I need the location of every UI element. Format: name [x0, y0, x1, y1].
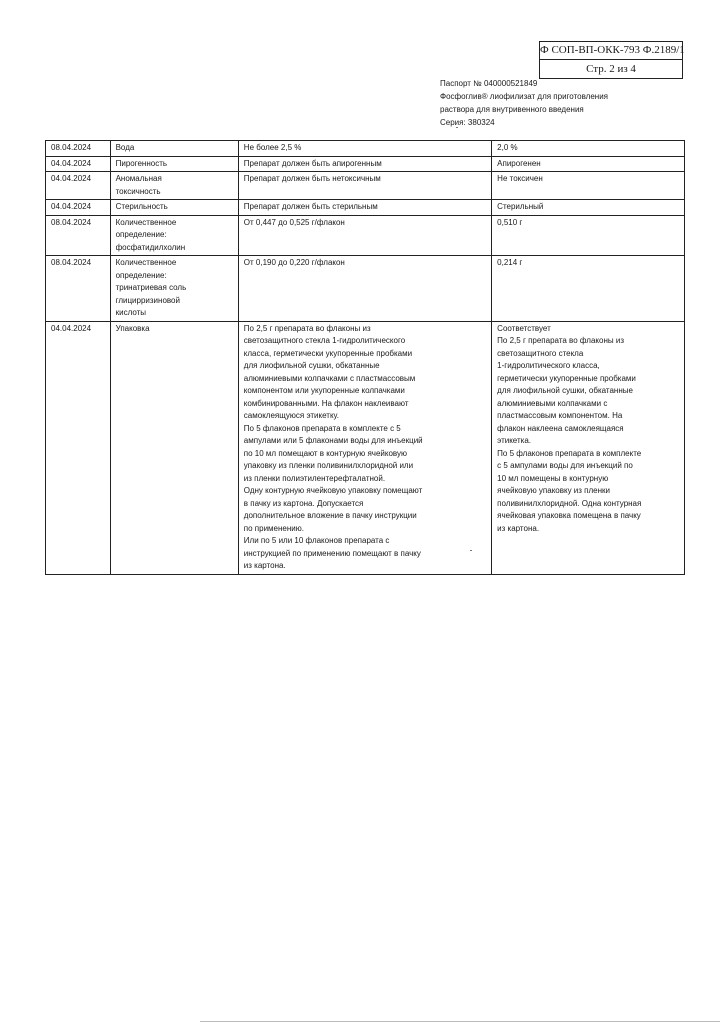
test-requirement: Не более 2,5 % — [238, 141, 491, 157]
test-result: 0,214 г — [492, 256, 685, 322]
table-row — [46, 215, 685, 256]
series-number: Серия: 380324 — [440, 118, 495, 127]
test-date: 04.04.2024 — [46, 156, 111, 172]
table-row — [46, 321, 685, 574]
table-row — [46, 200, 685, 216]
test-name: Стерильность — [110, 200, 238, 216]
test-date: 08.04.2024 — [46, 256, 111, 322]
test-date: 08.04.2024 — [46, 141, 111, 157]
table-row — [46, 256, 685, 322]
product-name-line2: раствора для внутривенного введения — [440, 105, 584, 114]
test-name: Вода — [110, 141, 238, 157]
form-code: Ф СОП-ВП-ОКК-793 Ф.2189/1 — [540, 42, 682, 60]
table-row — [46, 141, 685, 157]
test-date: 04.04.2024 — [46, 172, 111, 200]
passport-number: Паспорт № 040000521849 — [440, 79, 538, 88]
test-name: Упаковка — [110, 321, 238, 574]
test-result: Не токсичен — [492, 172, 685, 200]
test-name: Пирогенность — [110, 156, 238, 172]
test-requirement: Препарат должен быть апирогенным — [238, 156, 491, 172]
test-requirement: По 2,5 г препарата во флаконы из светозащитного стекла 1-гидролитического класса, герметически укупоренные пробками для лиофильной сушки, обкатанные алюминиевыми колпачками с пластмассовым компонентом или укупоренные колпачками комбинированными. На флакон наклеивают самоклеящуюся этикетку. По 5 флаконов препарата в комплекте с 5 ампулами или 5 флаконами воды для инъекций по 10 мл помещают в контурную ячейковую упаковку из пленки поливинилхлоридной или из пленки полиэтилентерефталатной. Одну контурную ячейковую упаковку помещают в пачку из картона. Допускается дополнительное вложение в пачку инструкции по применению. Или по 5 или 10 флаконов препарата с инструкцией по применению помещают в пачку из картона. — [238, 321, 491, 574]
test-results-table — [45, 140, 685, 575]
test-result: Стерильный — [492, 200, 685, 216]
test-result: Апирогенен — [492, 156, 685, 172]
test-requirement: Препарат должен быть стерильным — [238, 200, 491, 216]
table-row — [46, 156, 685, 172]
test-date: 04.04.2024 — [46, 200, 111, 216]
test-requirement: Препарат должен быть нетоксичным — [238, 172, 491, 200]
test-date: 04.04.2024 — [46, 321, 111, 574]
test-name: Аномальная токсичность — [110, 172, 238, 200]
test-name: Количественное определение: фосфатидилхолин — [110, 215, 238, 256]
scan-edge-line — [200, 1021, 720, 1022]
product-name-line1: Фосфоглив® лиофилизат для приготовления — [440, 92, 608, 101]
test-result: 0,510 г — [492, 215, 685, 256]
test-requirement: От 0,190 до 0,220 г/флакон — [238, 256, 491, 322]
form-code-box — [539, 41, 683, 79]
scan-speck — [470, 550, 472, 551]
test-result: 2,0 % — [492, 141, 685, 157]
test-date: 08.04.2024 — [46, 215, 111, 256]
test-result: Соответствует По 2,5 г препарата во флаконы из светозащитного стекла 1-гидролитического класса, герметически укупоренные пробками для лиофильной сушки, обкатанные алюминиевыми колпачками с пластмассовым компонентом. На флакон наклеена самоклеящаяся этикетка. По 5 флаконов препарата в комплекте с 5 ампулами воды для инъекций по 10 мл помещены в контурную ячейковую упаковку из пленки поливинилхлоридной. Одна контурная ячейковая упаковка помещена в пачку из картона. — [492, 321, 685, 574]
page-number: Стр. 2 из 4 — [586, 63, 636, 75]
scan-speck — [456, 127, 458, 128]
passport-info — [440, 77, 680, 129]
table-row — [46, 172, 685, 200]
test-name: Количественное определение: тринатриевая соль глицирризиновой кислоты — [110, 256, 238, 322]
test-requirement: От 0,447 до 0,525 г/флакон — [238, 215, 491, 256]
